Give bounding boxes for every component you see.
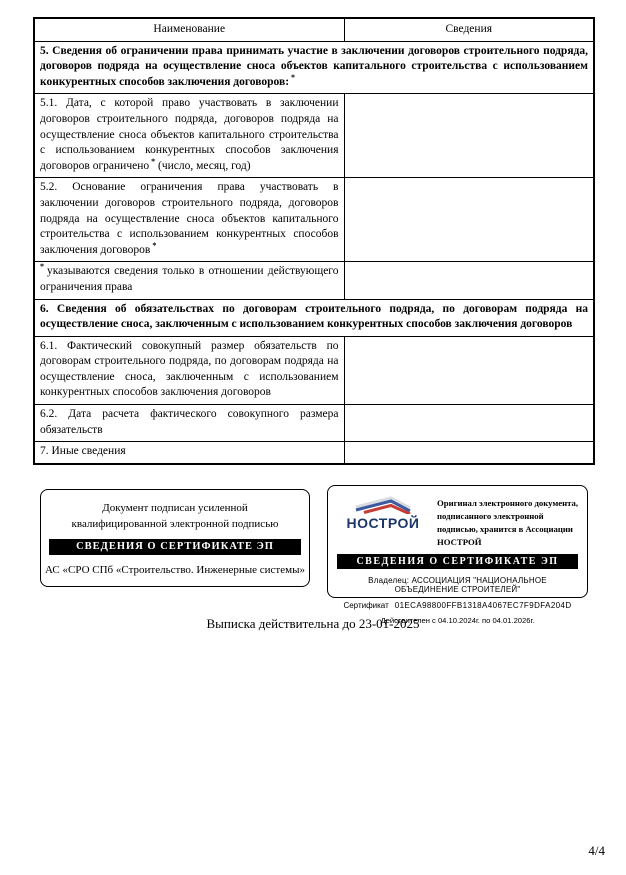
table-row bbox=[34, 442, 594, 464]
row-6-2-label: 6.2. Дата расчета фактического совокупного размера обязательств bbox=[34, 405, 344, 442]
extract-validity-note: Выписка действительна до 23-01-2025 bbox=[206, 616, 420, 631]
table-header-row bbox=[34, 18, 594, 41]
signature-statement: Документ подписан усиленной квалифицированной электронной подписью bbox=[71, 502, 279, 530]
stamp-header bbox=[337, 493, 578, 549]
original-document-note: Оригинал электронного документа, подписанного электронной подписью, хранится в Ассоциации НОСТРОЙ bbox=[437, 498, 579, 548]
row-6-2-value bbox=[344, 405, 594, 442]
certificate-owner: Владелец: АССОЦИАЦИЯ "НАЦИОНАЛЬНОЕ ОБЪЕДИНЕНИЕ СТРОИТЕЛЕЙ" bbox=[368, 576, 547, 595]
row-7-value bbox=[344, 442, 594, 464]
row-5-1-tail: (число, месяц, год) bbox=[158, 159, 251, 172]
column-header-info: Сведения bbox=[344, 18, 594, 41]
extract-table bbox=[33, 17, 595, 465]
section-5-row bbox=[34, 41, 594, 94]
section-6-row bbox=[34, 299, 594, 336]
section-6-header: 6. Сведения об обязательствах по договорам строительного подряда, по договорам подряда на осуществление сноса, заключенным с использованием конкурентных способов заключения договоров bbox=[34, 299, 594, 336]
section-5-header bbox=[34, 41, 594, 94]
row-5-1-text: 5.1. Дата, с которой право участвовать в заключении договоров строительного подряда, договоров подряда на осуществление сноса объектов капитального строительства с использованием конкурентных способов заключения договоров ограничено bbox=[40, 97, 339, 172]
footnote-text: указываются сведения только в отношении действующего ограничения права bbox=[40, 265, 339, 293]
row-5-2-label bbox=[34, 178, 344, 262]
table-row bbox=[34, 336, 594, 404]
row-6-1-label: 6.1. Фактический совокупный размер обязательств по договорам строительного подряда, по договорам подряда на осуществление сноса, заключенным с использованием конкурентных способов заключения договоров bbox=[34, 336, 344, 404]
nostroy-logo-icon bbox=[352, 496, 414, 514]
row-7-label: 7. Иные сведения bbox=[34, 442, 344, 464]
certificate-label: Сертификат bbox=[343, 601, 389, 611]
row-5-2-value bbox=[344, 178, 594, 262]
section-5-text: 5. Сведения об ограничении права принимать участие в заключении договоров строительного подряда, договоров подряда на осуществление сноса объектов капитального строительства с использованием конкурентных способов заключения договоров: bbox=[40, 44, 588, 88]
nostroy-logo bbox=[337, 493, 429, 531]
signature-stamp-right bbox=[327, 485, 588, 626]
signer-organization: АС «СРО СПб «Строительство. Инженерные системы» bbox=[45, 563, 305, 576]
footnote-marker: * bbox=[151, 156, 156, 166]
table-row bbox=[34, 178, 594, 262]
page-number: 4/4 bbox=[588, 843, 605, 858]
footnote-cell bbox=[34, 262, 344, 299]
certificate-number-line bbox=[337, 601, 578, 610]
column-header-name: Наименование bbox=[34, 18, 344, 41]
signature-stamp-left bbox=[40, 489, 310, 587]
footnote-value bbox=[344, 262, 594, 299]
certificate-info-bar: СВЕДЕНИЯ О СЕРТИФИКАТЕ ЭП bbox=[49, 539, 301, 555]
footnote-marker: * bbox=[152, 240, 157, 250]
table-row bbox=[34, 94, 594, 178]
table-row bbox=[34, 405, 594, 442]
row-5-1-label bbox=[34, 94, 344, 178]
row-5-1-value bbox=[344, 94, 594, 178]
row-6-1-value bbox=[344, 336, 594, 404]
footnote-marker: * bbox=[40, 262, 44, 272]
footnote-marker: * bbox=[291, 72, 296, 82]
certificate-validity: Действителен с 04.10.2024г. по 04.01.2026г. bbox=[380, 616, 535, 626]
certificate-number: 01ECA98800FFB1318A4067EC7F9DFA204D bbox=[394, 601, 572, 611]
row-5-2-text: 5.2. Основание ограничения права участвовать в заключении договоров строительного подряда, договоров подряда на осуществление сноса объектов капитального строительства с использованием конкурентных способов заключения договоров bbox=[40, 181, 339, 256]
certificate-info-bar: СВЕДЕНИЯ О СЕРТИФИКАТЕ ЭП bbox=[337, 554, 578, 569]
footnote-row bbox=[34, 262, 594, 299]
nostroy-logo-text: НОСТРОЙ bbox=[346, 515, 420, 531]
